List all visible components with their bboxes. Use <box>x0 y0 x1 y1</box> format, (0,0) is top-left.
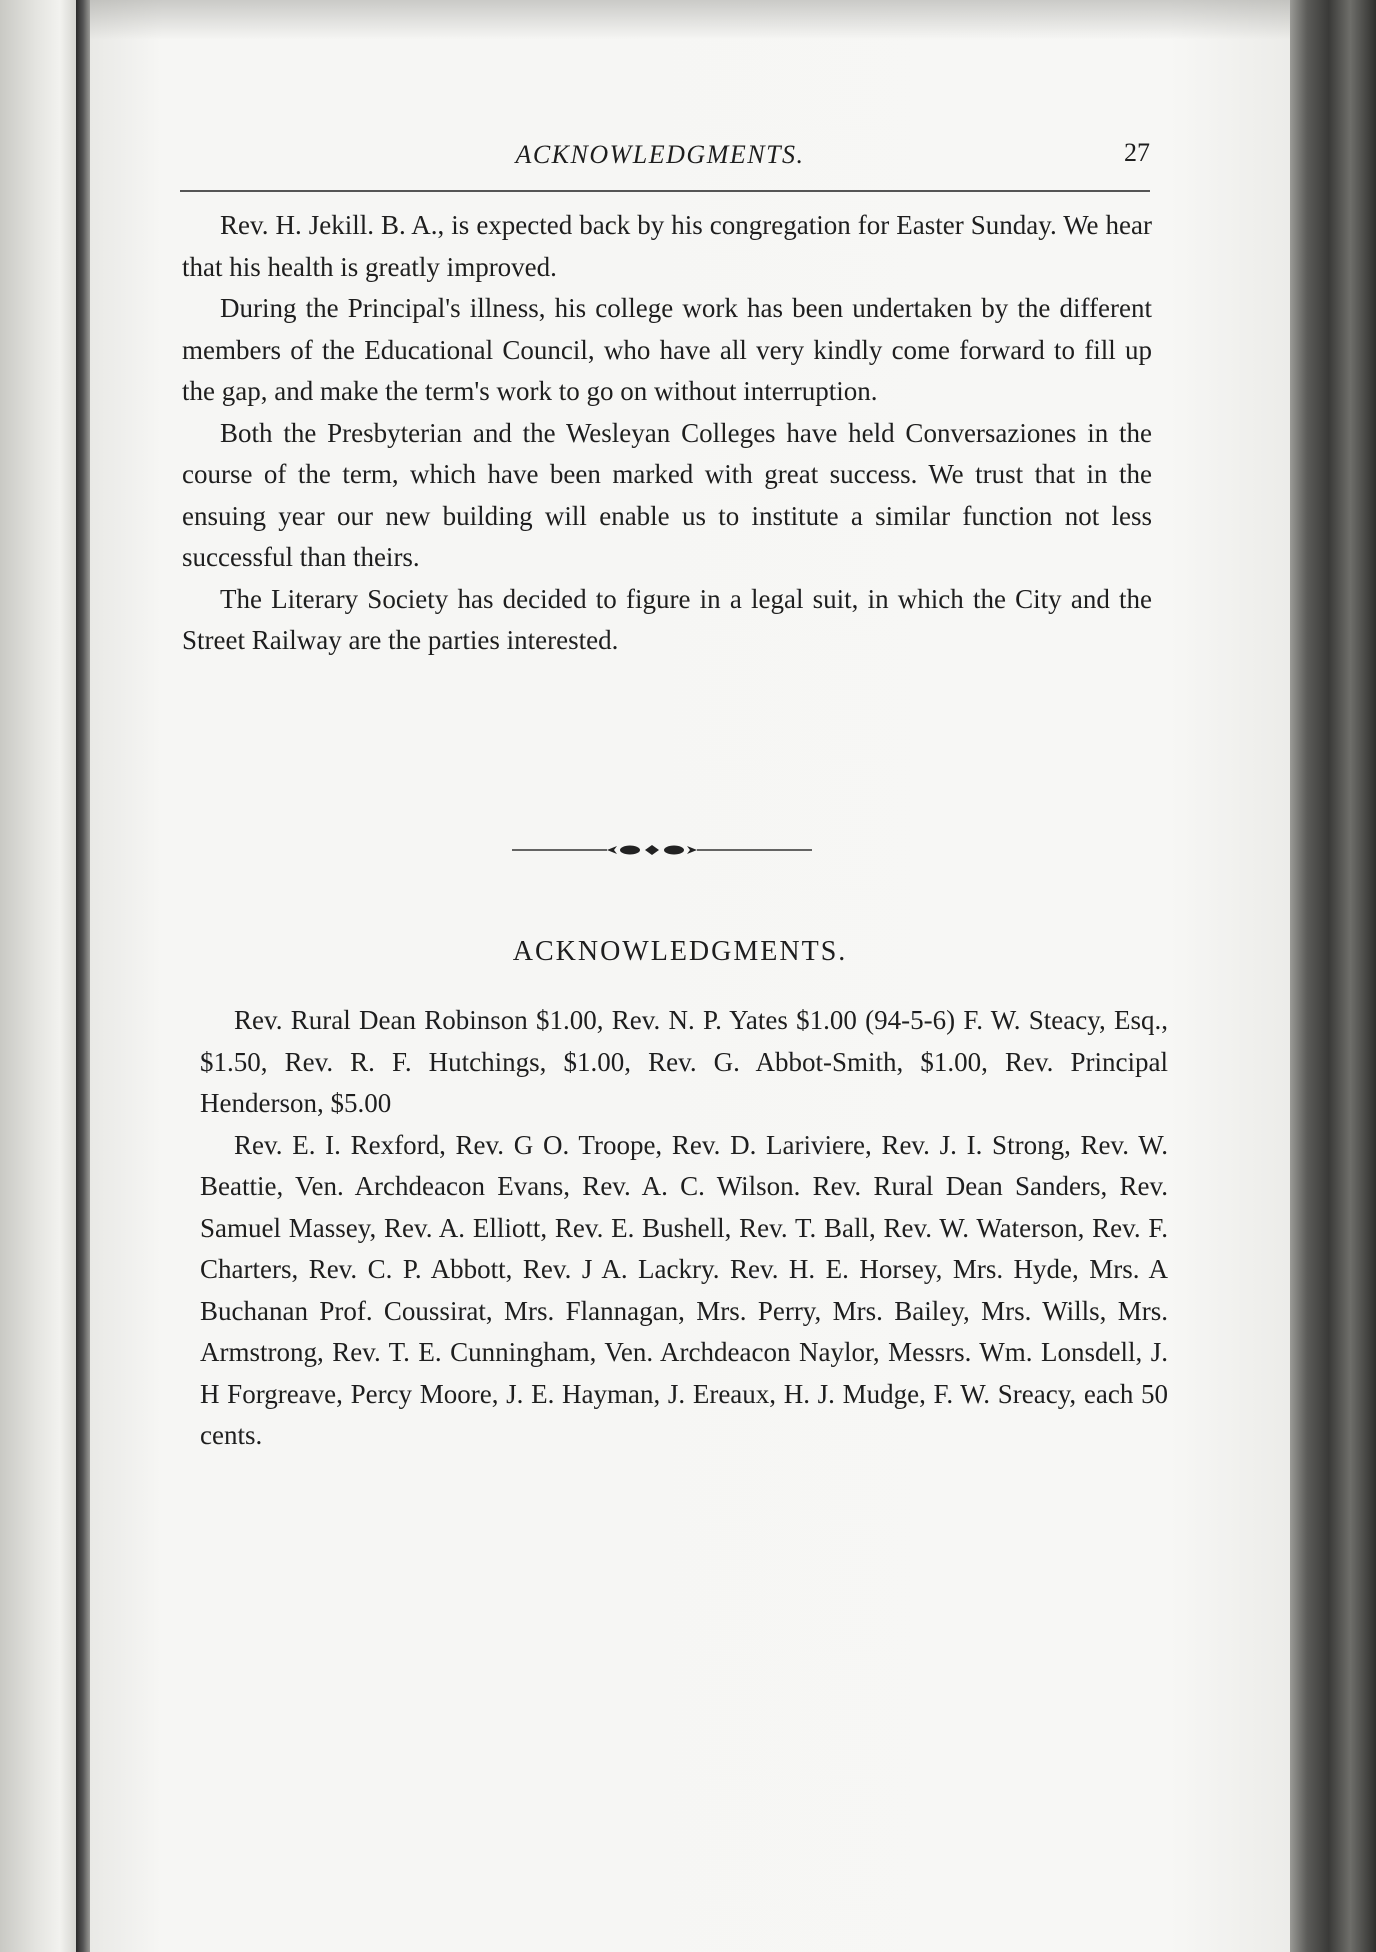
acknowledgment-entry: Rev. Rural Dean Robinson $1.00, Rev. N. P. Yates $1.00 (94-5-6) F. W. Steacy, Esq., $1.50, Rev. R. F. Hutchings, $1.00, Rev. G. Abbot-Smith, $1.00, Rev. Principal Henderson, $5.00 <box>200 1005 1168 1118</box>
news-notes <box>182 205 1152 662</box>
book-gutter <box>76 0 90 1952</box>
acknowledgments-heading: ACKNOWLEDGMENTS. <box>512 936 848 967</box>
book-fore-edge <box>1290 0 1376 1952</box>
page-number: 27 <box>1124 138 1150 167</box>
header-rule <box>180 190 1150 192</box>
page-top-shadow <box>90 0 1290 40</box>
acknowledgments-list <box>200 1000 1168 1457</box>
facing-page-edge <box>0 0 80 1952</box>
acknowledgment-entry: Rev. E. I. Rexford, Rev. G O. Troope, Rev. D. Lariviere, Rev. J. I. Strong, Rev. W. Beattie, Ven. Archdeacon Evans, Rev. A. C. Wilson. Rev. Rural Dean Sanders, Rev. Samuel Massey, Rev. A. Elliott, Rev. E. Bushell, Rev. T. Ball, Rev. W. Waterson, Rev. F. Charters, Rev. C. P. Abbott, Rev. J A. Lackry. Rev. H. E. Horsey, Mrs. Hyde, Mrs. A Buchanan Prof. Coussirat, Mrs. Flannagan, Mrs. Perry, Mrs. Bailey, Mrs. Wills, Mrs. Armstrong, Rev. T. E. Cunningham, Ven. Archdeacon Naylor, Messrs. Wm. Lonsdell, J. H Forgreave, Percy Moore, J. E. Hayman, J. Ereaux, H. J. Mudge, F. W. Sreacy, each 50 cents. <box>200 1129 1168 1450</box>
paragraph-conversaziones: Both the Presbyterian and the Wesleyan Colleges have held Conversaziones in the course of the term, which have been marked with great success. We trust that in the ensuing year our new building will enable us to institute a similar function not less successful than theirs. <box>182 417 1152 572</box>
running-head <box>180 134 1150 184</box>
ornament-divider <box>512 840 832 860</box>
paragraph-literary-society: The Literary Society has decided to figure in a legal suit, in which the City and the Street Railway are the parties interested. <box>182 583 1152 655</box>
paragraph-principal-illness: During the Principal's illness, his college work has been undertaken by the different members of the Educational Council, who have all very kindly come forward to fill up the gap, and make the term's work to go on without interruption. <box>182 293 1152 406</box>
paragraph-jekill: Rev. H. Jekill. B. A., is expected back by his congregation for Easter Sunday. We hear that his health is greatly improved. <box>182 210 1152 282</box>
running-head-title: ACKNOWLEDGMENTS. <box>515 140 805 169</box>
